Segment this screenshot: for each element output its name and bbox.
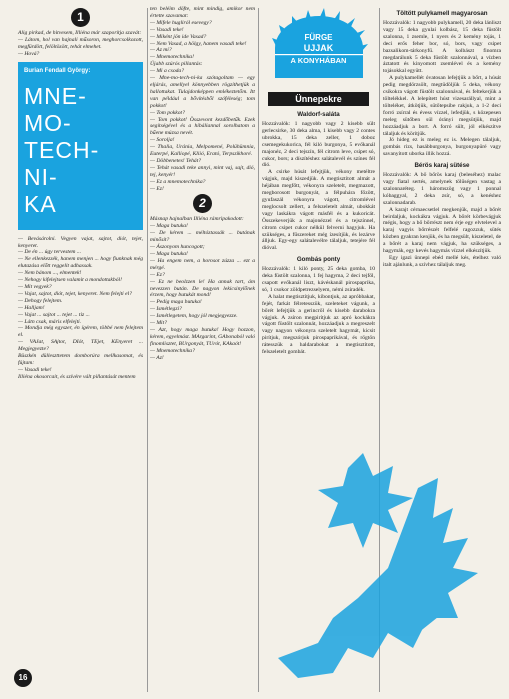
story-paragraph: — Nem bánom ..., elmentek! [18, 270, 82, 277]
story-paragraph: — Maga butuka! [150, 251, 188, 257]
section-banner: Ünnepekre [268, 92, 369, 106]
section-number-2: 2 [193, 194, 212, 213]
story-paragraph: — Mnemotechnika! [150, 54, 194, 61]
story-paragraph: — Mit? [150, 320, 167, 327]
recipe-paragraph: A csirke húsát lefejtjük, vékony metéltre vágjuk, majd kiszedjük. A megtisztított almát a héjában megfőtt, vékonyra szeletelt, megmazott, megborosott burgonyát, a félpuhára főzött, gyufaszál vékonyra vágott, citromlével meglocsolt zellert, a felszeletelt almát, ubokkát vagy laskákra vágott másfél és a kukoricát. Összekeverjük a majonézzel és a tejszínnel, citrom csipet cukor nélkül felverni hagyjuk. Ha szükséges, a fűszereket még ízesítjük, és lezárve álljuk. Egy-egy salátalevélre tálaljuk, tetejére fél dióval. [262, 169, 375, 252]
story-paragraph: — Vasadi teke! [150, 26, 184, 33]
story-paragraph: Illiéna okosorcait, és szívére vált pillantását mentem [18, 373, 136, 380]
column-divider [147, 8, 148, 692]
story-paragraph: — Ászonyom huncogott; [150, 244, 205, 251]
story-paragraph: ten beléim döfte, mint mindig, amikor nem értette szavamat: [150, 6, 255, 19]
recipe-title: Bérös karaj sütése [414, 162, 470, 170]
story-paragraph: Másnap hajnalban Illiéna rámripakodott: [150, 216, 244, 223]
story-paragraph: — Ismétlegzi? [150, 306, 182, 313]
recipe-paragraph: Hozzávalók: 1 nagyobb pulykamell, 20 deka lánliszt vagy 15 deka gyulai kolbász, 15 deka füstölt szalonna, 1 zsemle, 1 nyers és 2 kemény tojás, 1 deci erős feher bor, só, bors, vagy csipet bazsalikom-tárkonyfű. A kolbászt finomra megdarálunk 5 deka füstölt szalonnával, a vízben áztatott és kinyomott zsemlével és a kemény tojásokkal együtt. [383, 20, 501, 75]
recipe-paragraph: A pulykamellét óvatosan lefejtjük a bőrt, a húsát pedig megdörzsölt, megtüdöljük 5 deka, vékony csíkokra vágott füstölt szalonnával, és feltekerjük a töltelékkel. A lelepített húst vizesarállyal, mint a tölteléket, átkötjük, sütőtepsibe rakjuk, a 1-2 deci forró zsírral és évess vízzel, lefedjük, s közepesen meleg sütőben sül órányi megsütjük, majd hozzáadjuk a bort. A forró sült, jól elkészítve tálaljuk és körítjük. [383, 75, 501, 137]
recipe-paragraph: Hozzávalók: 1 nagyobb vagy 2 kisebb sült gerlecsirke, 30 deka alma, 1 kisebb vagy 2 contes ubrokka, 15 deka zeller, 1 doboz csemegekukorica, fél kiló burgonya, 5 evőkanál majonéz, 2 deci tejszín, fél citrom leve, csipet só, cukor, bors; a díszítéshez salátalevél és színes fél dió. [262, 121, 375, 169]
story-paragraph: Alig pirkad, de hitvesem, Illiéna már szaporítja szavát: [18, 30, 142, 36]
story-paragraph: — De kérem ... méltóztassák ... butának minősít? [150, 230, 255, 244]
story-paragraph: — Miként jön ide Vasad? [150, 33, 207, 40]
story-column-1 [18, 6, 143, 381]
story-paragraph: Újabb szúrós pillantás: [150, 61, 203, 68]
recipe-title: Gombás ponty [296, 256, 341, 264]
story-paragraph: — Mit vegyek? [18, 283, 52, 290]
story-paragraph: — Tehát vasadi teke annyi, mint vaj, sajt, dió, tej, kenyér! [150, 164, 255, 178]
story-paragraph: — Mondja még egyszer, én ígérem, többé nem felejtem el. [18, 325, 143, 339]
recipe-column-1 [262, 6, 375, 356]
story-paragraph: — VAJat, SAjtot, DIót, TEjet, KEnyeret ... Megjegyezte? [18, 339, 143, 353]
story-paragraph: — Maga butuka! [150, 223, 188, 230]
story-paragraph: — Vajat, sajtot, diót, tejet, kenyeret. Nem felejti el? [18, 290, 132, 297]
recipe-paragraph: Hozzávalók: A bő bőrös karaj (beleséhez) malac vagy fiatal sertés, amelynek tölűségen vastag a szalonnaréteg. 1 háromszög vagy 1 ponnal kóbaggyal, 2 deka zsír, só, a kenéshez szalonnadarab. [383, 172, 501, 206]
story-title: MNE- MO- TECH- NI- KA [24, 82, 100, 217]
page-number: 16 [14, 669, 32, 687]
recipe-title: Waldorf-saláta [297, 111, 340, 118]
section-number-1: 1 [71, 8, 90, 27]
story-paragraph: — Thalia, Uránia, Melpomené, Polühümnia, Euterpé, Kalliopé, Kliió, Erató, Terpszikhoré. [150, 144, 255, 158]
story-paragraph: — Halljam! [18, 304, 45, 311]
story-paragraph: — Tom pokkot! Összevont kezdőbetűk. Ezek segítségével és a hibáliannal sorolhatom a bűene múzsa nevét. [150, 116, 255, 137]
story-paragraph: — Vasadi teke! [18, 366, 52, 373]
story-paragraph: — Mne-mo-tech-ni-ka szótagoltam — egy eljárás, amellyel könnyebben rögzíthetjük a hallottakat. Tulajdonképpen emlékeztetőm. Itt van például a bővítésből szóféleség; tom pokkot! [150, 75, 255, 109]
story-paragraph: — Ismétlegetem, hogy jól megjegyezze. [150, 313, 238, 320]
story-paragraph: — Ez a mnemotechnika? [150, 178, 206, 185]
story-paragraph: — Ez ne beolzzen le! Ha annak tart, ám nevezzen bután. De nagyon lekicsinylőnek érzem, hogy butukát mond! [150, 278, 255, 299]
story-paragraph: — Mifele hugliról esevegy? [150, 19, 212, 26]
recipe-paragraph: Jó hideg ez is meleg ez is. Melegen tálaljuk, gombás rizs, hasábburgonya, burgonyapüré vagy savanyított uborka illik hozzá. [383, 137, 501, 158]
recipe-column-2 [383, 6, 501, 269]
story-paragraph: — Vajat ... sajtot ... tejet ... tiz ... [18, 311, 90, 318]
column-logo: FÜRGE UJJAK A KONYHÁBAN [269, 8, 369, 86]
story-author: Burian Fendall György: [24, 67, 91, 74]
story-paragraph: — De én ... úgy tervestem ... [18, 249, 82, 256]
story-paragraph: — Mi a csoda? [150, 68, 185, 75]
story-paragraph: — Sorolja! [150, 137, 175, 144]
story-paragraph: — Hová? [18, 50, 40, 57]
story-paragraph: — Ez! [150, 185, 164, 192]
story-paragraph: — Tom pokkot? [150, 109, 185, 116]
story-paragraph: — Látn csak, máris elfelejti. [18, 318, 82, 325]
recipe-title: Töltött pulykamell magyarosan [396, 10, 488, 17]
story-paragraph: — Nem Vasad, a hölgy, hanem vasadi teke! [150, 40, 247, 47]
title-box [18, 62, 143, 230]
story-paragraph: — Pedig maga butuka! [150, 299, 202, 306]
story-paragraph: — Ha engem nem, a horosot zúzza ... ezt a mérgé. [150, 257, 255, 271]
story-column-2 [150, 6, 255, 362]
story-paragraph: — Az mi? [150, 47, 172, 54]
story-paragraph: — Dehogy felejtem. [18, 297, 63, 304]
story-paragraph: — Döbbenetes! Tehát? [150, 157, 202, 164]
recipe-paragraph: A halat megtisztítjuk, kibontjuk, az apróbbakat, fejét, farkát félretesszük, szeleteket vágunk, a bőrét lefejtjük a gerincről és kisebb darabokra vágjuk. A zsíron megpirítjuk az apró kockákra vágott füstölt szalonnát, hozzáadjuk a megreszelt vagy nagyon vékonyra szeletelt hagymát, kicsit pirítjuk, megszórjuk pirospaprikával, és rögtön rátesszük a haldarabokat a megtisztított, felszeletelt gombát. [262, 293, 375, 356]
story-paragraph: Büszkén dülleszttetem domborúra mellkasomat, és fújtam: [18, 353, 143, 366]
story-paragraph: — Bevásárolni. Vegyen vajat, sajtot, diót, tejet, kenyeret. [18, 235, 143, 249]
story-paragraph: — Mnemotechnika? [150, 347, 195, 354]
recipe-paragraph: Hozzávalók: 1 kiló ponty, 25 deka gomba, 10 deka füstölt szalonna, 1 fej hagyma, 2 deci tejföl, csapott evőkanál liszt, kávéskanál pirospaprika, só, 1 csokor zöldpetrezselyem, némi zsiradék. [262, 266, 375, 293]
story-paragraph: — Azt, hogy maga butuka! Hogy hozzon, kérem, egyelmást. MArgarint, GAbonaból való finomlisztet, BUrgonyát, TUrót, KAkaót! [150, 326, 255, 347]
recipe-paragraph: Egy igazi ünnepi ebéd mellé kés, ételhez való italt ajánlunk, a szívhez tálaljuk meg. [383, 255, 501, 268]
story-paragraph: — Az! [150, 354, 164, 361]
recipe-paragraph: A karajt cérnaecsetlel megkenjük, majd a bőrét beirdaljuk, kockákra vágjuk. A bőrét körbevágjuk mégis, hogy a bő bőrrészt nem érje egy elvtelevel a karaj vagyis bőrrészét felfelé ragozzuk, sütés közben gyakran kenjük, és ha megsült, kiszeletel, de a bőrét a karaj nem vágjuk, ha szükséges, a hagymák, egy kevés hagymás vízzel elkészítjük. [383, 206, 501, 255]
story-paragraph: — Ne ellenkezzék, hanem menjen ... hogy fiunknak még elutazása előtt reggelit adhassak. [18, 256, 143, 270]
blue-splash-illustration [238, 448, 483, 688]
story-paragraph: — Látom, hol van hajnali műsoron, meghorcsolkozott, megfürdött, felöltözött, tehát elmehet. [18, 36, 143, 50]
story-paragraph: — Ez? [150, 271, 165, 278]
story-paragraph: — Nehogy kifelejtsen valamit a mondottakból! [18, 277, 122, 284]
